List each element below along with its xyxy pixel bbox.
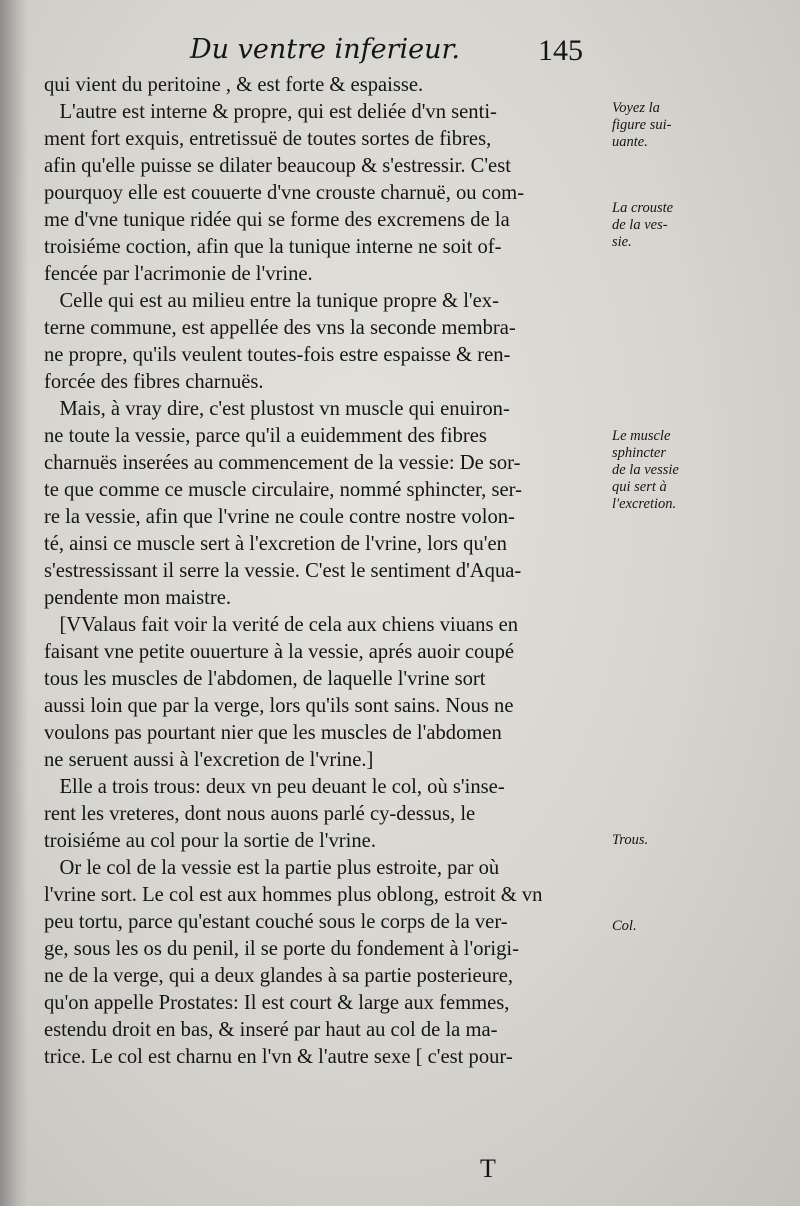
- text-line: ne toute la vessie, parce qu'il a euidemment des fibres: [44, 425, 487, 447]
- text-line: ne de la verge, qui a deux glandes à sa partie posterieure,: [44, 965, 514, 987]
- page-gutter-shadow: [0, 0, 28, 1206]
- margin-note-line: de la vessie: [612, 462, 679, 478]
- text-line: [VValaus fait voir la verité de cela aux chiens viuans en: [44, 614, 519, 636]
- text-line: pendente mon maistre.: [44, 587, 232, 609]
- text-line: ne seruent aussi à l'excretion de l'vrine.]: [44, 749, 374, 771]
- margin-note-line: sphincter: [612, 445, 666, 461]
- text-line: trice. Le col est charnu en l'vn & l'autre sexe [ c'est pour-: [44, 1046, 513, 1068]
- margin-note-line: de la ves-: [612, 217, 668, 233]
- text-line: te que comme ce muscle circulaire, nommé sphincter, ser-: [44, 479, 522, 501]
- text-line: voulons pas pourtant nier que les muscles de l'abdomen: [44, 722, 502, 744]
- text-line: Mais, à vray dire, c'est plustost vn muscle qui enuiron-: [44, 398, 510, 420]
- text-line: pourquoy elle est couuerte d'vne crouste charnuë, ou com-: [44, 182, 525, 204]
- page-header: [0, 30, 800, 74]
- margin-note-line: La crouste: [612, 200, 674, 216]
- text-line: peu tortu, parce qu'estant couché sous le corps de la ver-: [44, 911, 508, 933]
- text-line: ment fort exquis, entretissuë de toutes sortes de fibres,: [44, 128, 492, 150]
- text-line: L'autre est interne & propre, qui est deliée d'vn senti-: [44, 101, 497, 123]
- running-title: Du ventre inferieur.: [190, 34, 460, 65]
- page-number: 145: [538, 34, 583, 67]
- text-line: forcée des fibres charnuës.: [44, 371, 264, 393]
- text-line: s'estressissant il serre la vessie. C'est le sentiment d'Aqua-: [44, 560, 522, 582]
- text-line: troisiéme coction, afin que la tunique interne ne soit of-: [44, 236, 502, 258]
- text-line: qui vient du peritoine , & est forte & espaisse.: [44, 74, 424, 96]
- text-line: estendu droit en bas, & inseré par haut au col de la ma-: [44, 1019, 498, 1041]
- text-line: Celle qui est au milieu entre la tunique propre & l'ex-: [44, 290, 499, 312]
- margin-note-line: sie.: [612, 234, 632, 250]
- text-line: l'vrine sort. Le col est aux hommes plus oblong, estroit & vn: [44, 884, 543, 906]
- margin-note-voyez-la-figure: [612, 100, 671, 151]
- margin-note-line: l'excretion.: [612, 496, 677, 512]
- margin-note-line: Le muscle: [612, 428, 671, 444]
- main-text: [44, 72, 610, 1071]
- text-line: rent les vreteres, dont nous auons parlé cy-dessus, le: [44, 803, 476, 825]
- text-line: terne commune, est appellée des vns la seconde membra-: [44, 317, 516, 339]
- text-line: aussi loin que par la verge, lors qu'ils sont sains. Nous ne: [44, 695, 514, 717]
- margin-note-la-crouste: [612, 200, 673, 251]
- margin-note-line: Trous.: [612, 832, 649, 848]
- text-line: charnuës inserées au commencement de la vessie: De sor-: [44, 452, 521, 474]
- margin-note-line: Voyez la: [612, 100, 660, 116]
- margin-note-le-muscle-sphincter: [612, 428, 679, 513]
- text-line: re la vessie, afin que l'vrine ne coule contre nostre volon-: [44, 506, 515, 528]
- text-line: troisiéme au col pour la sortie de l'vrine.: [44, 830, 376, 852]
- margin-note-line: figure sui-: [612, 117, 672, 133]
- text-line: fencée par l'acrimonie de l'vrine.: [44, 263, 313, 285]
- text-line: faisant vne petite ouuerture à la vessie, aprés auoir coupé: [44, 641, 515, 663]
- text-line: afin qu'elle puisse se dilater beaucoup & s'estressir. C'est: [44, 155, 511, 177]
- text-line: té, ainsi ce muscle sert à l'excretion de l'vrine, lors qu'en: [44, 533, 507, 555]
- margin-note-trous: [612, 832, 648, 849]
- text-line: me d'vne tunique ridée qui se forme des excremens de la: [44, 209, 510, 231]
- text-line: Elle a trois trous: deux vn peu deuant le col, où s'inse-: [44, 776, 505, 798]
- margin-note-line: qui sert à: [612, 479, 667, 495]
- text-line: qu'on appelle Prostates: Il est court & large aux femmes,: [44, 992, 510, 1014]
- margin-note-line: Col.: [612, 918, 637, 934]
- text-line: ge, sous les os du penil, il se porte du fondement à l'origi-: [44, 938, 519, 960]
- text-line: tous les muscles de l'abdomen, de laquelle l'vrine sort: [44, 668, 486, 690]
- margin-note-line: uante.: [612, 134, 648, 150]
- text-line: ne propre, qu'ils veulent toutes-fois estre espaisse & ren-: [44, 344, 511, 366]
- signature-mark: T: [480, 1154, 496, 1183]
- text-line: Or le col de la vessie est la partie plus estroite, par où: [44, 857, 500, 879]
- margin-note-col: [612, 918, 637, 935]
